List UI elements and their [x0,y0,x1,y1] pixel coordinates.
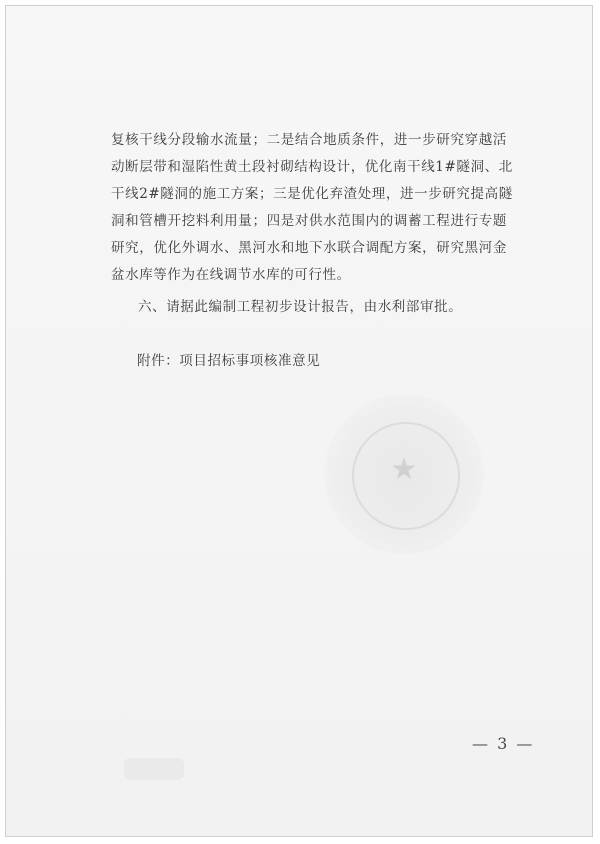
body-line-6: 盆水库等作为在线调节水库的可行性。 [111,267,351,283]
item-six: 六、请据此编制工程初步设计报告，由水利部审批。 [138,299,463,315]
body-line-2: 动断层带和湿陷性黄土段衬砌结构设计，优化南干线1#隧洞、北 [111,159,513,175]
document-page [5,5,593,837]
official-seal [324,394,484,554]
body-line-4: 洞和管槽开挖料利用量；四是对供水范围内的调蓄工程进行专题 [111,213,507,229]
seal-star-icon: ★ [390,452,418,487]
body-line-5: 研究，优化外调水、黑河水和地下水联合调配方案，研究黑河金 [111,240,507,256]
body-line-1: 复核干线分段输水流量；二是结合地质条件，进一步研究穿越活 [111,132,507,148]
body-line-3: 干线2#隧洞的施工方案；三是优化弃渣处理，进一步研究提高隧 [111,186,513,202]
attachment-note: 附件：项目招标事项核准意见 [137,353,321,369]
scan-smudge [124,758,184,780]
page-number: — 3 — [472,734,535,753]
